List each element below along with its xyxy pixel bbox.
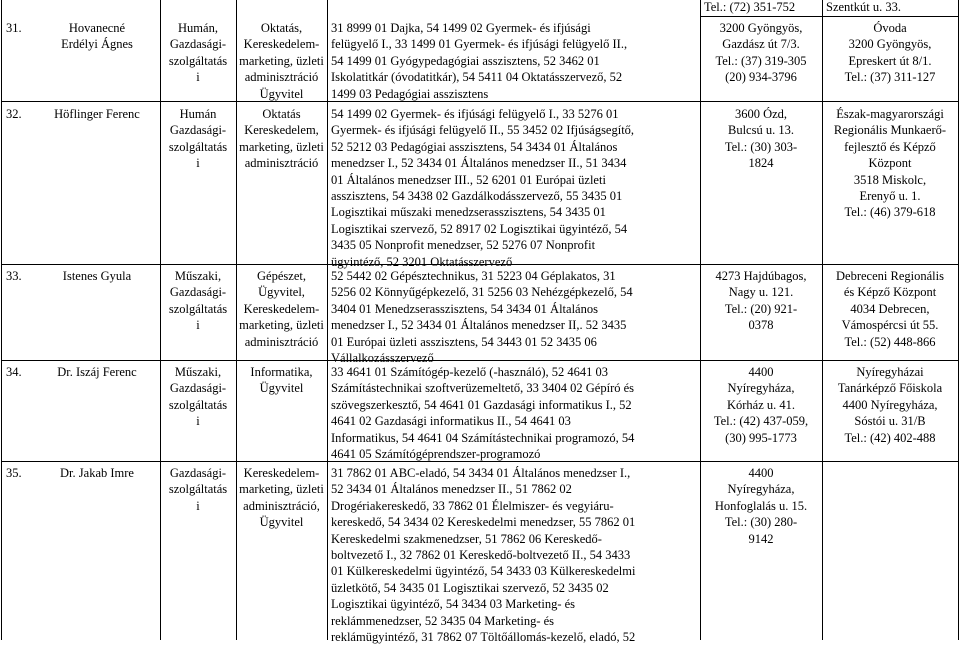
table-border [700,16,959,17]
area: Informatika, Ügyvitel [250,365,313,396]
address: 3200 Gyöngyös, Gazdász út 7/3. Tel.: (37) 319-305 (20) 934-3796 [715,21,807,85]
table-border [327,0,328,640]
person-name: Dr. Jakab Imre [60,466,134,480]
top-phone: Tel.: (72) 351-752 [704,0,796,14]
area: Oktatás Kereskedelem, marketing, üzleti adminisztráció [239,107,324,171]
qualifications: 54 1499 02 Gyermek- és ifjúsági felügyelő I., 33 5276 01 Gyermek- és ifjúsági felügyelő II., 55 3452 02 Ifjúságsegítő, 52 5212 03 Pedagógiai asszisztens, 54 3434 01 Általános menedzser I., 52 3434 01 Általános menedzser II., 51 3434 01 Általános menedzser III., 52 6201 01 Európai üzleti asszisztens, 54 3438 02 Gazdálkodásszervező, 55 3435 01 Logisztikai műszaki menedzserasszisztens, 54 3435 01 Logisztikai szervező, 52 8917 02 Logisztikai ügyintéző, 54 3435 05 Nonprofit menedzser, 52 5276 07 Nonprofit ügyintéző, 52 3201 Oktatásszervező [331,107,635,269]
partner-institution: Észak-magyarországi Regionális Munkaerő- fejlesztő és Képző Központ 3518 Miskolc, Erenyő u. 1. Tel.: (46) 379-618 [833,107,947,220]
field: Humán Gazdasági- szolgáltatás i [168,107,228,171]
partner-institution: Óvoda 3200 Gyöngyös, Epreskert út 8/1. Tel.: (37) 311-127 [844,21,936,85]
qualifications: 31 8999 01 Dajka, 54 1499 02 Gyermek- és ifjúsági felügyelő I., 33 1499 01 Gyermek- és ifjúsági felügyelő II., 54 1499 01 Gyógypedagógiai asszisztens, 52 3462 01 Iskolatitkár (óvodatitkár), 54 5411 04 Oktatásszervező, 52 1499 03 Pedagógiai asszisztens [331,21,628,101]
person-name: Istenes Gyula [62,269,132,283]
person-name: Hovanecné Erdélyi Ágnes [61,21,133,52]
qualifications: 31 7862 01 ABC-eladó, 54 3434 01 Általános menedzser I., 52 3434 01 Általános menedzser II., 51 7862 02 Drogériakereskedő, 33 7862 01 Élelmiszer- és vegyiáru- kereskedő, 54 3434 02 Kereskedelmi menedzser, 55 7862 01 Kereskedelmi szakmenedzser, 51 7862 06 Kereskedő- boltvezető I., 32 7862 01 Kereskedő-boltvezető II., 54 3433 01 Külkereskedelmi ügyintéző, 54 3433 03 Külkereskedelmi üzletkötő, 54 3435 01 Logisztikai szervező, 52 3435 02 Logisztikai ügyintéző, 54 3434 03 Marketing- és reklámmenedzser, 52 3435 04 Marketing- és reklámügyintéző, 31 7862 07 Töltőállomás-kezelő, eladó, 52 [331,466,636,645]
table-border [958,0,959,640]
row-number: 34. [6,365,22,379]
person-name: Dr. Iszáj Ferenc [57,365,137,379]
address: 4273 Hajdúbagos, Nagy u. 121. Tel.: (20) 921- 0378 [715,269,807,333]
row-number: 33. [6,269,22,283]
field: Műszaki, Gazdasági- szolgáltatás i [168,269,228,333]
field: Gazdasági- szolgáltatás i [168,466,228,513]
person-name: Höflinger Ferenc [54,107,140,121]
row-number: 32. [6,107,22,121]
address: 4400 Nyíregyháza, Honfoglalás u. 15. Tel.: (30) 280- 9142 [714,466,808,546]
partner-institution: Nyíregyházai Tanárképző Főiskola 4400 Nyíregyháza, Sóstói u. 31/B Tel.: (42) 402-488 [837,365,943,445]
row-number: 35. [6,466,22,480]
qualifications: 52 5442 02 Gépésztechnikus, 31 5223 04 Géplakatos, 31 5256 02 Könnyűgépkezelő, 31 5256 03 Nehézgépkezelő, 54 3404 01 Menedzserasszisztens, 54 3434 01 Általános menedzser I., 52 3434 01 Általános menedzser II,. 52 3435 01 Európai üzleti asszisztens, 54 3443 01 52 3435 06 Vállalkozásszervező [331,269,633,366]
field: Műszaki, Gazdasági- szolgáltatás i [168,365,228,429]
top-city: Szentkút u. 33. [826,0,901,14]
area: Kereskedelem- marketing, üzleti adminisztráció, Ügyvitel [239,466,324,530]
table-border [1,0,2,640]
address: 3600 Ózd, Bulcsú u. 13. Tel.: (30) 303- 1824 [724,107,798,171]
partner-institution: Debreceni Regionális és Képző Központ 4034 Debrecen, Vámospércsi út 55. Tel.: (52) 448-866 [836,269,944,349]
address: 4400 Nyíregyháza, Kórház u. 41. Tel.: (42) 437-059, (30) 995-1773 [713,365,809,445]
area: Oktatás, Kereskedelem- marketing, üzleti adminisztráció Ügyvitel [239,21,324,101]
row-number: 31. [6,21,22,35]
field: Humán, Gazdasági- szolgáltatás i [168,21,228,85]
area: Gépészet, Ügyvitel, Kereskedelem- marketing, üzleti adminisztráció [239,269,324,349]
qualifications: 33 4641 01 Számítógép-kezelő (-használó), 52 4641 03 Számítástechnikai szoftverüzemeltető, 33 3404 02 Gépíró és szövegszerkesztő, 54 4641 01 Gazdasági informatikus I., 52 4641 02 Gazdasági informatikus II., 54 4641 03 Informatikus, 54 4641 04 Számítástechnikai programozó, 54 4641 05 Számítógéprendszer-programozó [331,365,635,462]
